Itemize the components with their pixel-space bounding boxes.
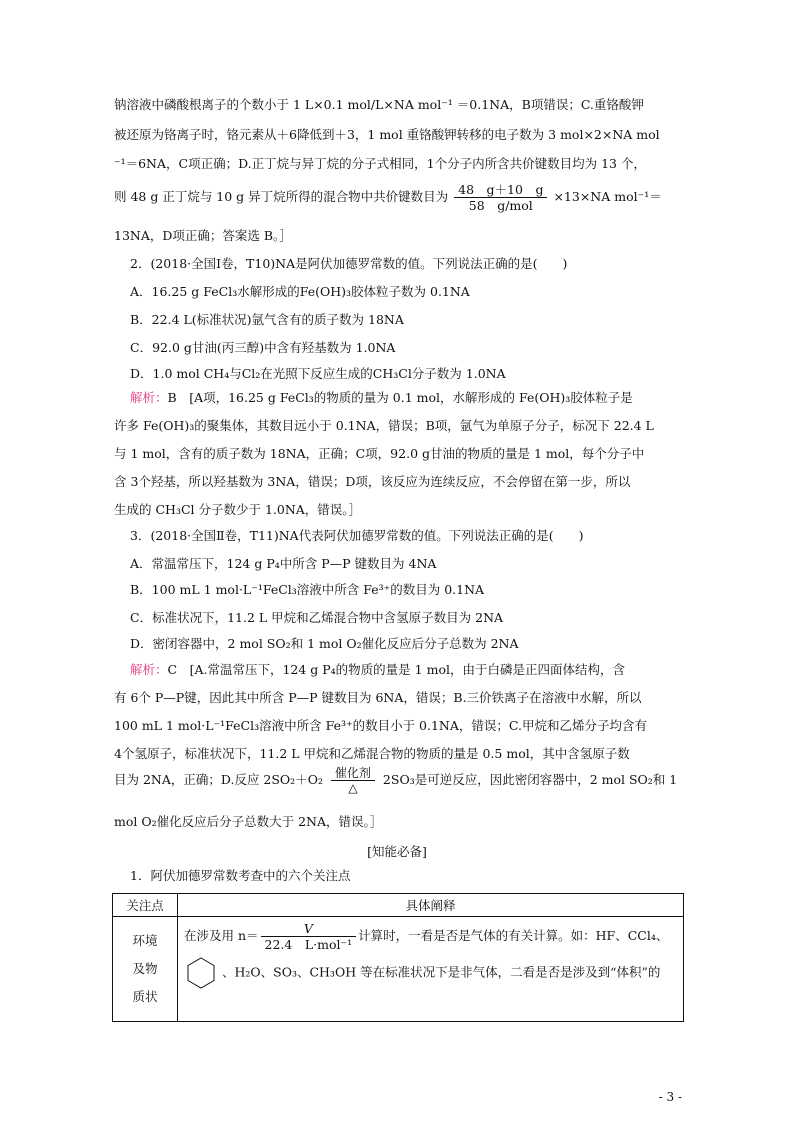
- text-line: 被还原为铬离子时，铬元素从＋6降低到＋3，1 mol 重铬酸钾转移的电子数为 3 mol×2×NA mol: [114, 127, 660, 142]
- table-cell-line: [184, 921, 677, 952]
- text-line: mol O₂催化反应后分子总数大于 2NA，错误。］: [114, 814, 383, 829]
- key-points-table: [112, 893, 684, 1022]
- section-title: [知能必备]: [367, 844, 427, 859]
- option-a: A．16.25 g FeCl₃水解形成的Fe(OH)₃胶体粒子数为 0.1NA: [130, 284, 470, 299]
- option-c: C．92.0 g甘油(丙三醇)中含有羟基数为 1.0NA: [130, 340, 396, 355]
- text-segment: ×13×NA mol⁻¹＝: [553, 189, 662, 204]
- text-segment: C [A.常温常压下，124 g P₄的物质的量是 1 mol，由于白磷是正四面体结构，含: [167, 662, 625, 677]
- table-header-row: [113, 894, 684, 917]
- table-cell-line: [184, 956, 677, 990]
- question-stem: 3．(2018·全国Ⅱ卷，T11)NA代表阿伏加德罗常数的值。下列说法正确的是( ): [130, 528, 584, 543]
- table-cell: [178, 917, 684, 1022]
- table-header-cell: 关注点: [113, 894, 178, 917]
- fraction-line: [114, 182, 662, 213]
- text-line: 4个氢原子，标准状况下，11.2 L 甲烷和乙烯混合物的物质的量是 0.5 mol，其中含氢原子数: [114, 746, 630, 761]
- question-stem: 2．(2018·全国Ⅰ卷，T10)NA是阿伏加德罗常数的值。下列说法正确的是( ): [130, 256, 568, 271]
- fraction-numerator: 48 g＋10 g: [454, 182, 547, 198]
- text-segment: 则 48 g 正丁烷与 10 g 异丁烷所得的混合物中共价键数目为: [114, 189, 449, 204]
- text-line: 许多 Fe(OH)₃的聚集体，其数目远小于 0.1NA，错误；B项，氩气为单原子分子，标况下 22.4 L: [114, 418, 654, 433]
- fraction-denominator: 58 g/mol: [468, 198, 533, 213]
- option-b: B．100 mL 1 mol·L⁻¹FeCl₃溶液中所含 Fe³⁺的数目为 0.1NA: [130, 582, 485, 597]
- option-d: D．密闭容器中，2 mol SO₂和 1 mol O₂催化反应后分子总数为 2NA: [130, 636, 519, 651]
- text-line: ⁻¹＝6NA，C项正确；D.正丁烷与异丁烷的分子式相同，1个分子内所含共价键数目均为 13 个，: [114, 156, 646, 171]
- text-line: 13NA，D项正确；答案选 B。］: [114, 228, 292, 243]
- analysis-line: [130, 390, 633, 406]
- text-segment: 在涉及用 n＝: [184, 928, 259, 943]
- option-d: D．1.0 mol CH₄与Cl₂在光照下反应生成的CH₃Cl分子数为 1.0NA: [130, 366, 506, 381]
- analysis-label: 解析：: [130, 390, 168, 405]
- fraction: [454, 182, 547, 213]
- page-number: - 3 -: [658, 1090, 682, 1104]
- text-segment: 计算时，一看是否是气体的有关计算。如：HF、CCl₄、: [358, 928, 669, 943]
- reaction-line: [114, 766, 677, 795]
- benzene-ring-icon: [184, 956, 218, 990]
- fraction: [261, 921, 357, 952]
- fraction-denominator: 22.4 L·mol⁻¹: [264, 937, 353, 952]
- option-a: A．常温常压下，124 g P₄中所含 P—P 键数目为 4NA: [130, 556, 437, 571]
- heat-symbol: △: [348, 781, 358, 795]
- text-line: 有 6个 P—P键，因此其中所含 P—P 键数目为 6NA，错误；B.三价铁离子在溶液中水解，所以: [114, 690, 642, 705]
- text-line: 与 1 mol，含有的质子数为 18NA，正确；C项，92.0 g甘油的物质的量是 1 mol，每个分子中: [114, 446, 645, 461]
- text-segment: 、H₂O、SO₃、CH₃OH 等在标准状况下是非气体，二看是否是涉及到“体积”的: [221, 964, 661, 980]
- table-header-cell: 具体阐释: [178, 894, 684, 917]
- text-line: 生成的 CH₃Cl 分子数少于 1.0NA，错误。］: [114, 502, 362, 517]
- text-segment: 目为 2NA，正确；D.反应 2SO₂＋O₂: [114, 772, 323, 787]
- text-line: 100 mL 1 mol·L⁻¹FeCl₃溶液中所含 Fe³⁺的数目小于 0.1NA，错误；C.甲烷和乙烯分子均含有: [114, 718, 647, 733]
- text-line: 钠溶液中磷酸根离子的个数小于 1 L×0.1 mol/L×NA mol⁻¹ ＝0.1NA，B项错误；C.重铬酸钾: [114, 97, 644, 112]
- option-b: B．22.4 L(标准状况)氩气含有的质子数为 18NA: [130, 312, 404, 327]
- option-c: C．标准状况下，11.2 L 甲烷和乙烯混合物中含氢原子数目为 2NA: [130, 610, 504, 625]
- text-segment: B [A项，16.25 g FeCl₃的物质的量为 0.1 mol，水解形成的 Fe(OH)₃胶体粒子是: [167, 390, 633, 405]
- text-line: 含 3个羟基，所以羟基数为 3NA，错误；D项，该反应为连续反应，不会停留在第一步，所以: [114, 474, 631, 489]
- text-segment: 2SO₃是可逆反应，因此密闭容器中，2 mol SO₂和 1: [382, 772, 678, 787]
- section-subtitle: 1．阿伏加德罗常数考查中的六个关注点: [130, 868, 351, 883]
- reaction-arrow: [331, 766, 375, 795]
- fraction-numerator: V: [261, 921, 357, 937]
- table-cell: 环境 及物 质状: [113, 917, 178, 1022]
- table-row: [113, 917, 684, 1022]
- analysis-line: [130, 662, 625, 678]
- catalyst-label: 催化剂: [334, 766, 371, 780]
- analysis-label: 解析：: [130, 662, 168, 677]
